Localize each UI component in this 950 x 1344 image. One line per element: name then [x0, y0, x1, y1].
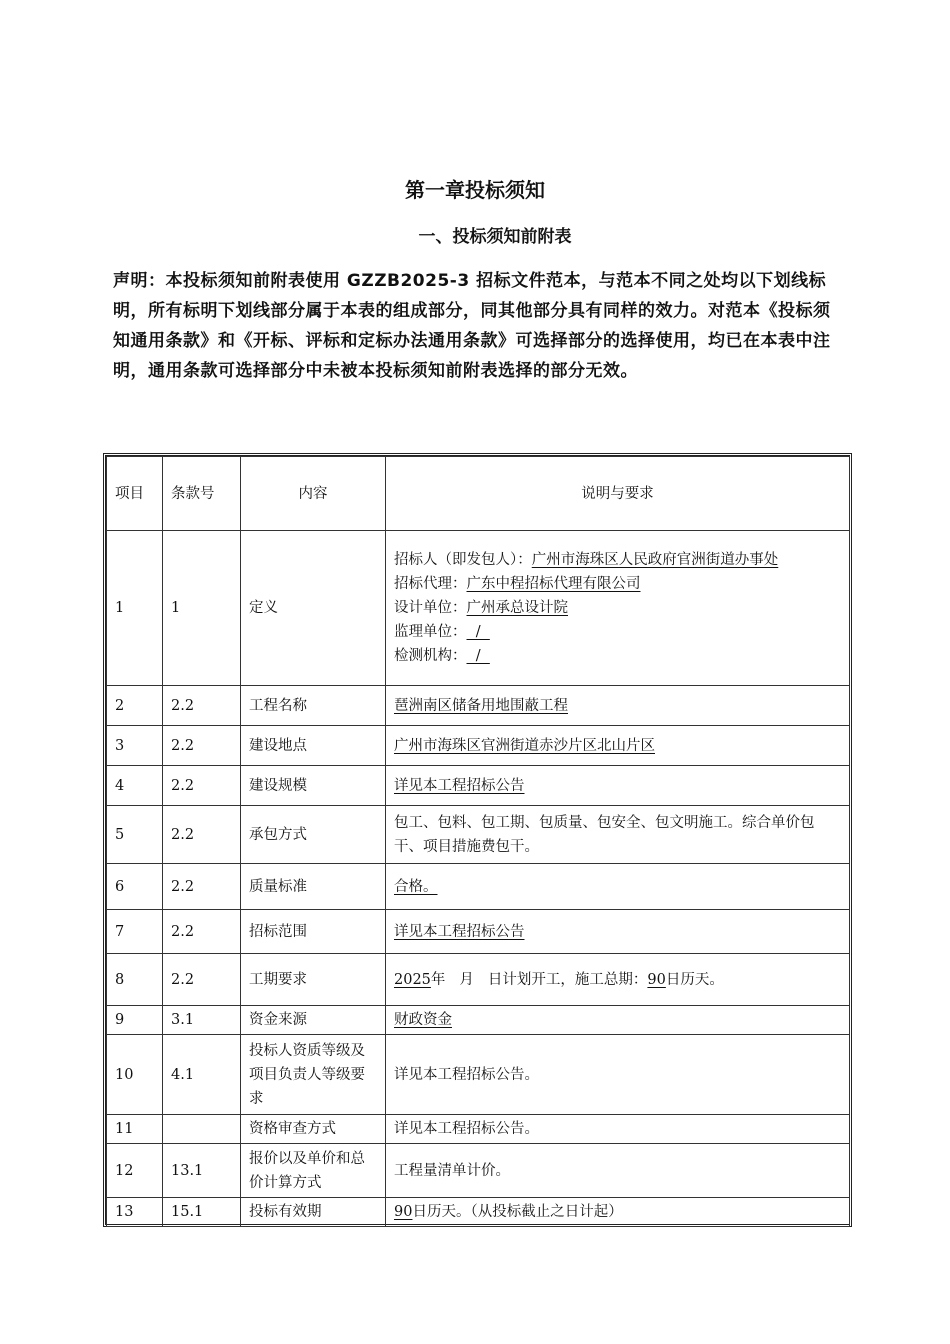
- row-description: 2025年 月 日计划开工，施工总期：90日历天。: [386, 954, 850, 1006]
- row-description: 工程量清单计价。: [386, 1144, 850, 1198]
- row-description: 详见本工程招标公告: [386, 766, 850, 806]
- row-number: 6: [107, 864, 163, 910]
- row-clause: 2.2: [163, 806, 241, 864]
- table-row: [107, 1035, 850, 1115]
- row-number: 3: [107, 726, 163, 766]
- row-number: 5: [107, 806, 163, 864]
- row-item: 工程名称: [241, 686, 386, 726]
- row-description: 详见本工程招标公告。: [386, 1035, 850, 1115]
- table-row: [107, 686, 850, 726]
- row-item: 工期要求: [241, 954, 386, 1006]
- table-row: [107, 806, 850, 864]
- row-item: 投标有效期: [241, 1198, 386, 1227]
- definition-line-designer: 设计单位：广州承总设计院: [394, 600, 568, 616]
- section-title: 一、投标须知前附表: [418, 227, 572, 247]
- row-clause: 4.1: [163, 1035, 241, 1115]
- bidding-notice-table: [103, 453, 852, 1227]
- row-number: 7: [107, 910, 163, 954]
- row-number: 2: [107, 686, 163, 726]
- definition-line-supervisor: 监理单位： /: [394, 624, 490, 640]
- table-header-row: [107, 457, 850, 531]
- row-clause: [163, 1115, 241, 1144]
- row-item: 定义: [241, 531, 386, 686]
- row-clause: 13.1: [163, 1144, 241, 1198]
- header-content: 内容: [241, 457, 386, 531]
- definition-line-agent: 招标代理：广东中程招标代理有限公司: [394, 576, 641, 592]
- row-item: 质量标准: [241, 864, 386, 910]
- table-row: [107, 864, 850, 910]
- row-item: 招标范围: [241, 910, 386, 954]
- table-row: [107, 910, 850, 954]
- row-description: 合格。: [386, 864, 850, 910]
- table-row: [107, 1006, 850, 1035]
- row-description: 详见本工程招标公告。: [386, 1115, 850, 1144]
- header-clause: 条款号: [163, 457, 241, 531]
- table-row: [107, 766, 850, 806]
- table-row: [107, 1115, 850, 1144]
- row-clause: 3.1: [163, 1006, 241, 1035]
- row-description: 详见本工程招标公告: [386, 910, 850, 954]
- row-number: 12: [107, 1144, 163, 1198]
- table-row: [107, 1144, 850, 1198]
- row-number: 9: [107, 1006, 163, 1035]
- row-description: 包工、包料、包工期、包质量、包安全、包文明施工。综合单价包干、项目措施费包干。: [386, 806, 850, 864]
- row-item: 承包方式: [241, 806, 386, 864]
- header-item: 项目: [107, 457, 163, 531]
- row-number: 13: [107, 1198, 163, 1227]
- row-clause: 2.2: [163, 686, 241, 726]
- row-description: 90日历天。（从投标截止之日计起）: [386, 1198, 850, 1227]
- row-description: 财政资金: [386, 1006, 850, 1035]
- chapter-title: 第一章投标须知: [405, 178, 545, 202]
- table-row: [107, 531, 850, 686]
- row-item: 投标人资质等级及项目负责人等级要求: [241, 1035, 386, 1115]
- table-row: [107, 1198, 850, 1227]
- row-clause: 2.2: [163, 910, 241, 954]
- row-number: 4: [107, 766, 163, 806]
- row-number: 1: [107, 531, 163, 686]
- row-description: 琶洲南区储备用地围蔽工程: [386, 686, 850, 726]
- row-clause: 2.2: [163, 954, 241, 1006]
- row-item: 报价以及单价和总价计算方式: [241, 1144, 386, 1198]
- row-item: 建设规模: [241, 766, 386, 806]
- row-clause: 2.2: [163, 766, 241, 806]
- row-item: 资格审查方式: [241, 1115, 386, 1144]
- row-clause: 1: [163, 531, 241, 686]
- definition-line-inspection: 检测机构： /: [394, 648, 490, 664]
- row-number: 11: [107, 1115, 163, 1144]
- definition-line-bidder: 招标人（即发包人）：广州市海珠区人民政府官洲街道办事处: [394, 552, 779, 568]
- row-item: 建设地点: [241, 726, 386, 766]
- table-row: [107, 726, 850, 766]
- row-clause: 2.2: [163, 864, 241, 910]
- row-number: 10: [107, 1035, 163, 1115]
- row-clause: 15.1: [163, 1198, 241, 1227]
- statement-paragraph: 声明：本投标须知前附表使用 GZZB2025-3 招标文件范本，与范本不同之处均以下划线标明，所有标明下划线部分属于本表的组成部分，同其他部分具有同样的效力。对范本《投标须知通用条款》和《开标、评标和定标办法通用条款》可选择部分的选择使用，均已在本表中注明，通用条款可选择部分中未被本投标须知前附表选择的部分无效。: [113, 271, 831, 381]
- row-description: [386, 531, 850, 686]
- row-number: 8: [107, 954, 163, 1006]
- header-description: 说明与要求: [386, 457, 850, 531]
- row-item: 资金来源: [241, 1006, 386, 1035]
- table-row: [107, 954, 850, 1006]
- row-description: 广州市海珠区官洲街道赤沙片区北山片区: [386, 726, 850, 766]
- row-clause: 2.2: [163, 726, 241, 766]
